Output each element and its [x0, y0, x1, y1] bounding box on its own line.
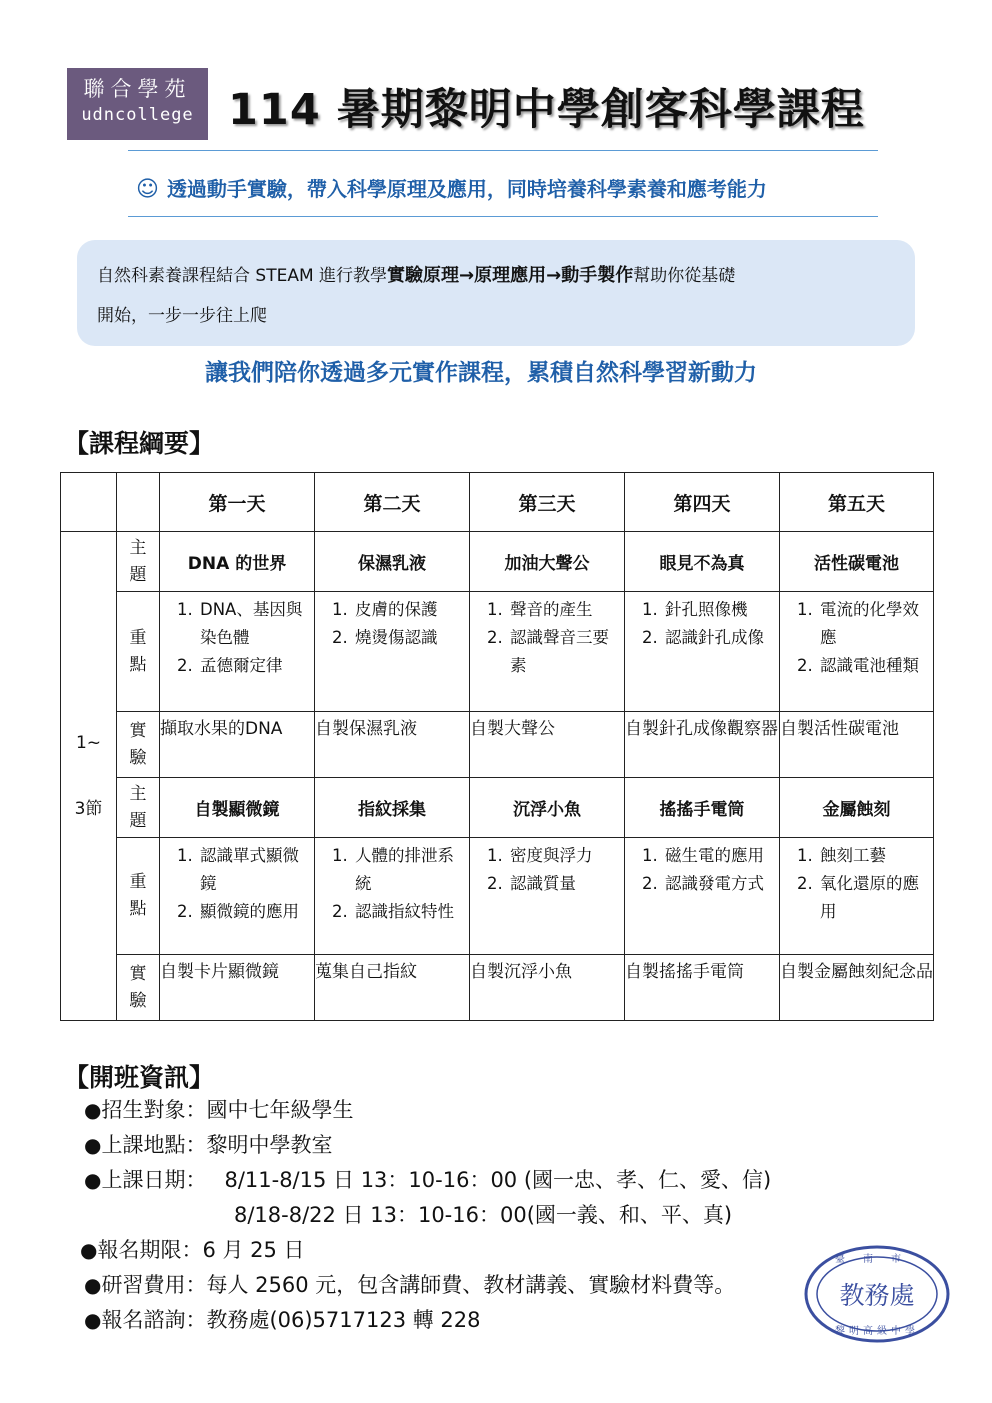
experiment-cell: 擷取水果的DNA [160, 712, 315, 778]
table-row [61, 712, 934, 778]
label-text: 主題 [129, 783, 147, 831]
points-cell [625, 838, 780, 955]
point-item: 2. 顯微鏡的應用 [198, 898, 310, 926]
label-text: 實驗 [129, 963, 147, 1011]
tagline: 讓我們陪你透過多元實作課程，累積自然科學習新動力 [205, 360, 757, 386]
intro-box [77, 240, 915, 346]
info-deadline [80, 1234, 305, 1264]
info-text: 報名期限：6 月 25 日 [97, 1238, 305, 1262]
info-text: 招生對象：國中七年級學生 [101, 1098, 354, 1122]
slogan-text: 透過動手實驗，帶入科學原理及應用，同時培養科學素養和應考能力 [166, 177, 767, 201]
bullet: ● [84, 1273, 102, 1297]
stamp-bottom-text: 黎明高級中學 [835, 1326, 919, 1337]
stamp-top-text: 臺南市 [835, 1254, 919, 1265]
topic-cell: 金屬蝕刻 [780, 778, 934, 838]
day-header: 第四天 [625, 473, 780, 532]
points-cell [470, 838, 625, 955]
label-text: 重點 [129, 872, 147, 919]
logo [67, 68, 208, 140]
info-text: 上課日期： [101, 1168, 207, 1192]
row-label-topic [117, 778, 160, 838]
points-cell [315, 592, 470, 712]
point-item: 1. 磁生電的應用 [663, 842, 775, 870]
table-row [61, 592, 934, 712]
points-cell [780, 838, 934, 955]
topic-cell: 眼見不為真 [625, 532, 780, 592]
point-item: 1. 人體的排泄系統 [353, 842, 465, 898]
points-cell [160, 838, 315, 955]
topic-cell: 加油大聲公 [470, 532, 625, 592]
row-label-experiment [117, 712, 160, 778]
smile-icon: ☺ [136, 177, 159, 202]
info-target [84, 1094, 353, 1124]
bullet: ● [80, 1238, 98, 1262]
info-heading: 【開班資訊】 [64, 1063, 215, 1092]
intro-post: 幫助你從基礎 [633, 266, 736, 286]
experiment-cell: 自製搖搖手電筒 [625, 955, 780, 1021]
topic-cell: DNA 的世界 [160, 532, 315, 592]
point-item: 2. 孟德爾定律 [198, 652, 310, 680]
table-row [61, 955, 934, 1021]
intro-line-2: 開始，一步一步往上爬 [97, 306, 267, 326]
point-item: 2. 認識針孔成像 [663, 624, 775, 652]
point-item: 1. 蝕刻工藝 [818, 842, 929, 870]
bullet: ● [84, 1098, 102, 1122]
info-contact [84, 1304, 481, 1334]
experiment-cell: 自製大聲公 [470, 712, 625, 778]
corner-cell [117, 473, 160, 532]
row-label-topic [117, 532, 160, 592]
experiment-cell: 自製金屬蝕刻紀念品 [780, 955, 934, 1021]
session-label: 1~3節 [74, 733, 103, 819]
table-row [61, 838, 934, 955]
topic-cell: 搖搖手電筒 [625, 778, 780, 838]
info-date-2: 8/18-8/22 日 13：10-16：00(國一義、和、平、真) [234, 1203, 733, 1227]
course-outline-table [60, 472, 934, 1021]
experiment-cell: 自製卡片顯微鏡 [160, 955, 315, 1021]
point-item: 2. 認識質量 [508, 870, 620, 898]
outline-heading: 【課程綱要】 [64, 429, 215, 458]
points-cell [625, 592, 780, 712]
point-item: 2. 認識發電方式 [663, 870, 775, 898]
topic-cell: 指紋採集 [315, 778, 470, 838]
row-label-points [117, 838, 160, 955]
page-title: 114 暑期黎明中學創客科學課程 [228, 85, 865, 135]
table-header-row [61, 473, 934, 532]
point-item: 1. 聲音的產生 [508, 596, 620, 624]
point-item: 1. DNA、基因與染色體 [198, 596, 310, 652]
point-item: 2. 認識電池種類 [818, 652, 929, 680]
table-row [61, 778, 934, 838]
info-date-1: 8/11-8/15 日 13：10-16：00 (國一忠、孝、仁、愛、信) [224, 1168, 772, 1192]
day-header: 第一天 [160, 473, 315, 532]
slogan [136, 173, 767, 202]
corner-cell [61, 473, 117, 532]
point-item: 1. 認識單式顯微鏡 [198, 842, 310, 898]
intro-bold: 實驗原理→原理應用→動手製作 [387, 265, 634, 286]
divider-top [128, 150, 878, 151]
row-label-experiment [117, 955, 160, 1021]
day-header: 第三天 [470, 473, 625, 532]
table-row [61, 532, 934, 592]
day-header: 第五天 [780, 473, 934, 532]
experiment-cell: 自製活性碳電池 [780, 712, 934, 778]
logo-chinese: 聯合學苑 [83, 77, 192, 101]
experiment-cell: 蒐集自己指紋 [315, 955, 470, 1021]
point-item: 2. 認識聲音三要素 [508, 624, 620, 680]
label-text: 重點 [129, 627, 147, 675]
point-item: 1. 密度與浮力 [508, 842, 620, 870]
experiment-cell: 自製沉浮小魚 [470, 955, 625, 1021]
points-cell [780, 592, 934, 712]
topic-cell: 沉浮小魚 [470, 778, 625, 838]
bullet: ● [84, 1308, 102, 1332]
info-location [84, 1129, 332, 1159]
topic-cell: 活性碳電池 [780, 532, 934, 592]
info-text: 研習費用：每人 2560 元，包含講師費、教材講義、實驗材料費等。 [101, 1273, 736, 1297]
points-cell [470, 592, 625, 712]
points-cell [160, 592, 315, 712]
divider-bottom [128, 216, 878, 217]
bullet: ● [84, 1133, 102, 1157]
points-cell [315, 838, 470, 955]
experiment-cell: 自製針孔成像觀察器 [625, 712, 780, 778]
stamp-center-text: 教務處 [839, 1281, 915, 1310]
point-item: 2. 燒燙傷認識 [353, 624, 465, 652]
label-text: 主題 [129, 537, 147, 585]
experiment-cell: 自製保濕乳液 [315, 712, 470, 778]
point-item: 2. 氧化還原的應用 [818, 870, 929, 926]
topic-cell: 自製顯微鏡 [160, 778, 315, 838]
topic-cell: 保濕乳液 [315, 532, 470, 592]
info-date [84, 1164, 771, 1194]
label-text: 實驗 [129, 720, 147, 768]
info-text: 報名諮詢：教務處(06)5717123 轉 228 [101, 1308, 481, 1332]
info-text: 上課地點：黎明中學教室 [101, 1133, 333, 1157]
point-item: 1. 針孔照像機 [663, 596, 775, 624]
point-item: 1. 電流的化學效應 [818, 596, 929, 652]
intro-pre: 自然科素養課程結合 STEAM 進行教學 [97, 266, 388, 286]
bullet: ● [84, 1168, 102, 1192]
row-label-points [117, 592, 160, 712]
office-stamp [803, 1244, 951, 1344]
session-cell [61, 532, 117, 1021]
intro-line-1 [97, 256, 735, 296]
point-item: 1. 皮膚的保護 [353, 596, 465, 624]
day-header: 第二天 [315, 473, 470, 532]
logo-english: udncollege [81, 105, 194, 125]
point-item: 2. 認識指紋特性 [353, 898, 465, 926]
info-fee [84, 1269, 735, 1299]
